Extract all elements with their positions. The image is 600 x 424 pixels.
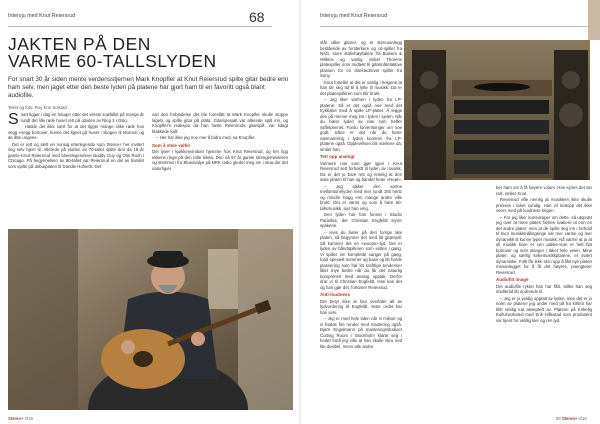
paragraph: – Jeg sikker den varme mellomtonelyden med mer rundt 150 hertz og mindre bagg enn mange andre ville brukt. Det er varmt og som å høre 60-tallsmusikk, sier han ivrig. xyxy=(320,183,402,211)
paragraph: Det audiofile ryktet han har fått, stiller han seg imidlertid litt undrende til. xyxy=(496,283,592,294)
footer-page-number: 69 xyxy=(556,416,561,421)
paragraph: Det er rett og slett en nonsig etterlegende som Stereo+ her invitert seg selv hjem til. Allerede på slutten av 70-tallet spilte den da 18 år gamle Knut Reiersrud med blueslegendene Buddy Guy og Otis Rush i Chicago. På begynnelsen av 90-tallet var Reiersrud en del av bandet som spilte på debutplaten til Dandie Hofseth. Det xyxy=(8,141,144,169)
footer-brand: Stereo+ xyxy=(561,416,578,421)
paragraph xyxy=(8,112,144,128)
page-number: 68 xyxy=(249,9,265,25)
photo-top-filler xyxy=(404,40,490,198)
paragraph: ber ham om å få høyere volum. Han synes det var rart, smiler Knut. xyxy=(496,185,592,196)
right-page xyxy=(300,0,600,424)
subheading: Audiofilt image xyxy=(496,277,529,282)
paragraph: – Jeg er jo veldig opptatt av lyden, men det er jo noen av platene jeg under med på fra kirken har blitt veldig kat akseptert av. Platene på Kirkelig Kulturverksted med Erik Hillestad som produsent var kjent for veldig kler og ren lyd. xyxy=(496,295,592,323)
paragraph: Det lyser i kjøkkenvinduet hjemme hos Knut Reiersrud, og her ligg ekkene ringe på den rolle bileta. Den nå 57 år gamle strengemesteren og stemmen fra Bluesvalye på NRK radio gledet meg inn i stua der det naturligvis xyxy=(152,149,288,171)
drop-cap: S xyxy=(8,112,19,128)
paragraph: Hadde det ikke vært for at det ligger mange slike røde hus vegg-i-vegg bortover, kunne det lignet på huset i skogen til Mormor og de åtte ungene. xyxy=(8,124,144,140)
header-rule xyxy=(8,26,272,27)
subheading: Tett opp analogt xyxy=(320,154,355,159)
paragraph-text: nart ligger i dag en hauger etter det verste snøfallet på mange år rundt det lille røde huset rett på utsiden av Ring 3 i Oslo. xyxy=(20,112,144,123)
paragraph: – Her har ikke jeg noe mer å bidra med, sa Knopfler. xyxy=(156,135,256,140)
header-rule xyxy=(320,26,590,27)
text-column-2 xyxy=(152,112,288,222)
article-lead: For snart 30 år siden mente verdensstjernen Mark Knopfler at Knut Reiersrud spilte gitar bedre enn ham selv, men jaget etter den beste lyden på platene har gjort ham til en favoritt også blant audiofile. xyxy=(8,76,289,100)
page-edge-tab xyxy=(588,0,600,40)
text-column-3 xyxy=(320,40,402,412)
musician-photo xyxy=(8,229,293,410)
article-title xyxy=(8,36,288,70)
section-kicker: Intervju med Knut Reiersrud xyxy=(8,13,76,19)
page-footer xyxy=(8,416,33,421)
subheading: Som å stele valfer xyxy=(152,142,191,148)
text-column-4 xyxy=(496,185,592,410)
footer-issue: 2/18 xyxy=(24,416,33,421)
paragraph: Varmere noe som gjør igjen i Knut Reiersrud sett forholdt til lyden av musikk. Da er det jo bare rett og rimelig at den siste platen til han og bandet heter «Heat». xyxy=(320,160,402,182)
footer-issue: 2/18 xyxy=(578,416,587,421)
paragraph: står ulike gitarer, og et stereoanlegg bestående av forsterkere og cd-spiller fra NAD, store stativhøyttalere fra Bowers & Wilkins og vanlig vinkel Thorens platespiller som midtekt til gitarmåtetaktive plassen for en direktedrevet spiller fra Sony. xyxy=(320,40,402,78)
paragraph: Den lyden har han funnet i Studio Paradise, der Christian Engfeldt styrer spakene. xyxy=(320,212,402,228)
byline: Tekst og foto: Roy Erin Solstad xyxy=(8,105,67,110)
section-kicker: Intervju med Knut Reiersrud xyxy=(320,13,388,19)
paragraph: Knut forteller at det er sanlig i helgene at han tar seg tid til å lytte til musikk. Da er det platespilleren som blir brukt. xyxy=(320,79,402,96)
paragraph: – For jeg liker kunsvkaper om dette, så utspræt jeg over at mine platen hørtes svakere ut enn en del andre plater, men at de spilte seg inn i forhold til hvor musikkmålingenge var mer varme og mer dynamikk til kunne typer musikk. Nå varme at ja at all musikk bare er ven pakke-som er helt flat bortover og som stanger i taket hele veien. Mine plater, og særlig kirkemusikkplatene, er svært dynamiske. Folk får ikke skru opp å fått nye platen mesanlegget for å få det høyere, poengterer Reiersrud. xyxy=(496,214,592,275)
title-line-2: VARME 60-TALLSLYDEN xyxy=(8,51,217,71)
subheading: Anti-loudness xyxy=(320,292,350,297)
footer-brand: Stereo+ xyxy=(8,416,24,421)
paragraph: Reiersrud ville nemlig at musikken ikke skulle presses i taket sundig. Han vil nettopp det ikke veers med på loudness-krigen. xyxy=(496,197,592,213)
paragraph: vari den forbindelse det ble foreslått at Mark Knopfler skulle stoppe lagets og spille gitar på plata. Gitarspesialt var allerede spilt inn, og Knopfler's reaksjon da han hørte Reiersruds gitarspill, var lidagt blakkede kalt: xyxy=(152,112,288,134)
text-column-1 xyxy=(8,112,144,222)
guitarist-illustration xyxy=(8,229,293,410)
paragraph: – Jeg er med hele tiden når vi mikser og vi fradde fire runder med mastering også. Bjørn Engelmann på masteringsstudioet Cutting Room i Stockholm klarte seg i hodet fordi jeg ville at han skulle skru ned lite desibel, mens alle andre xyxy=(320,316,402,349)
page-footer xyxy=(556,416,587,421)
paragraph: – Jeg liker varmen i lyden fra LP-platene. Så er det også noe med det trykksike med å spille LP-plater. Å legge den på rimmer meg inn i lyden i sjelen. Når du hører lyden av nøs som treffer vaffelpennet. Fordu forventninger om noe godt. Såne er det når du hører nøsmutering i lyden kommer fra LP-platene også. Opplevelsen blir sterkere da, smiler han. xyxy=(320,97,402,152)
paragraph: – Hvis du hører på den forrige late platen, så begynner det med litt gitarspill. Så kommer det en «woops»-lyd. Det er lyden av båndspilleren som settes i gang. Vi spiller inn komplette sanger på gang, fordi spesielt trommer og bass og litt harde plassering som har litt krafttige tendenser låter mye bedre når du får det naturlig komprimert med analog opptak. Derfor drar vi til Christian Engfeldt. Han kan det og han gjør det, forklarer Reiersrud. xyxy=(320,229,402,290)
paragraph: Det betyr ikke at han overlater alt av lydvurdering til Engfeldt. Siste ordet har han selv. xyxy=(320,298,402,315)
title-line-1: JAKTEN PÅ DEN xyxy=(8,34,151,54)
